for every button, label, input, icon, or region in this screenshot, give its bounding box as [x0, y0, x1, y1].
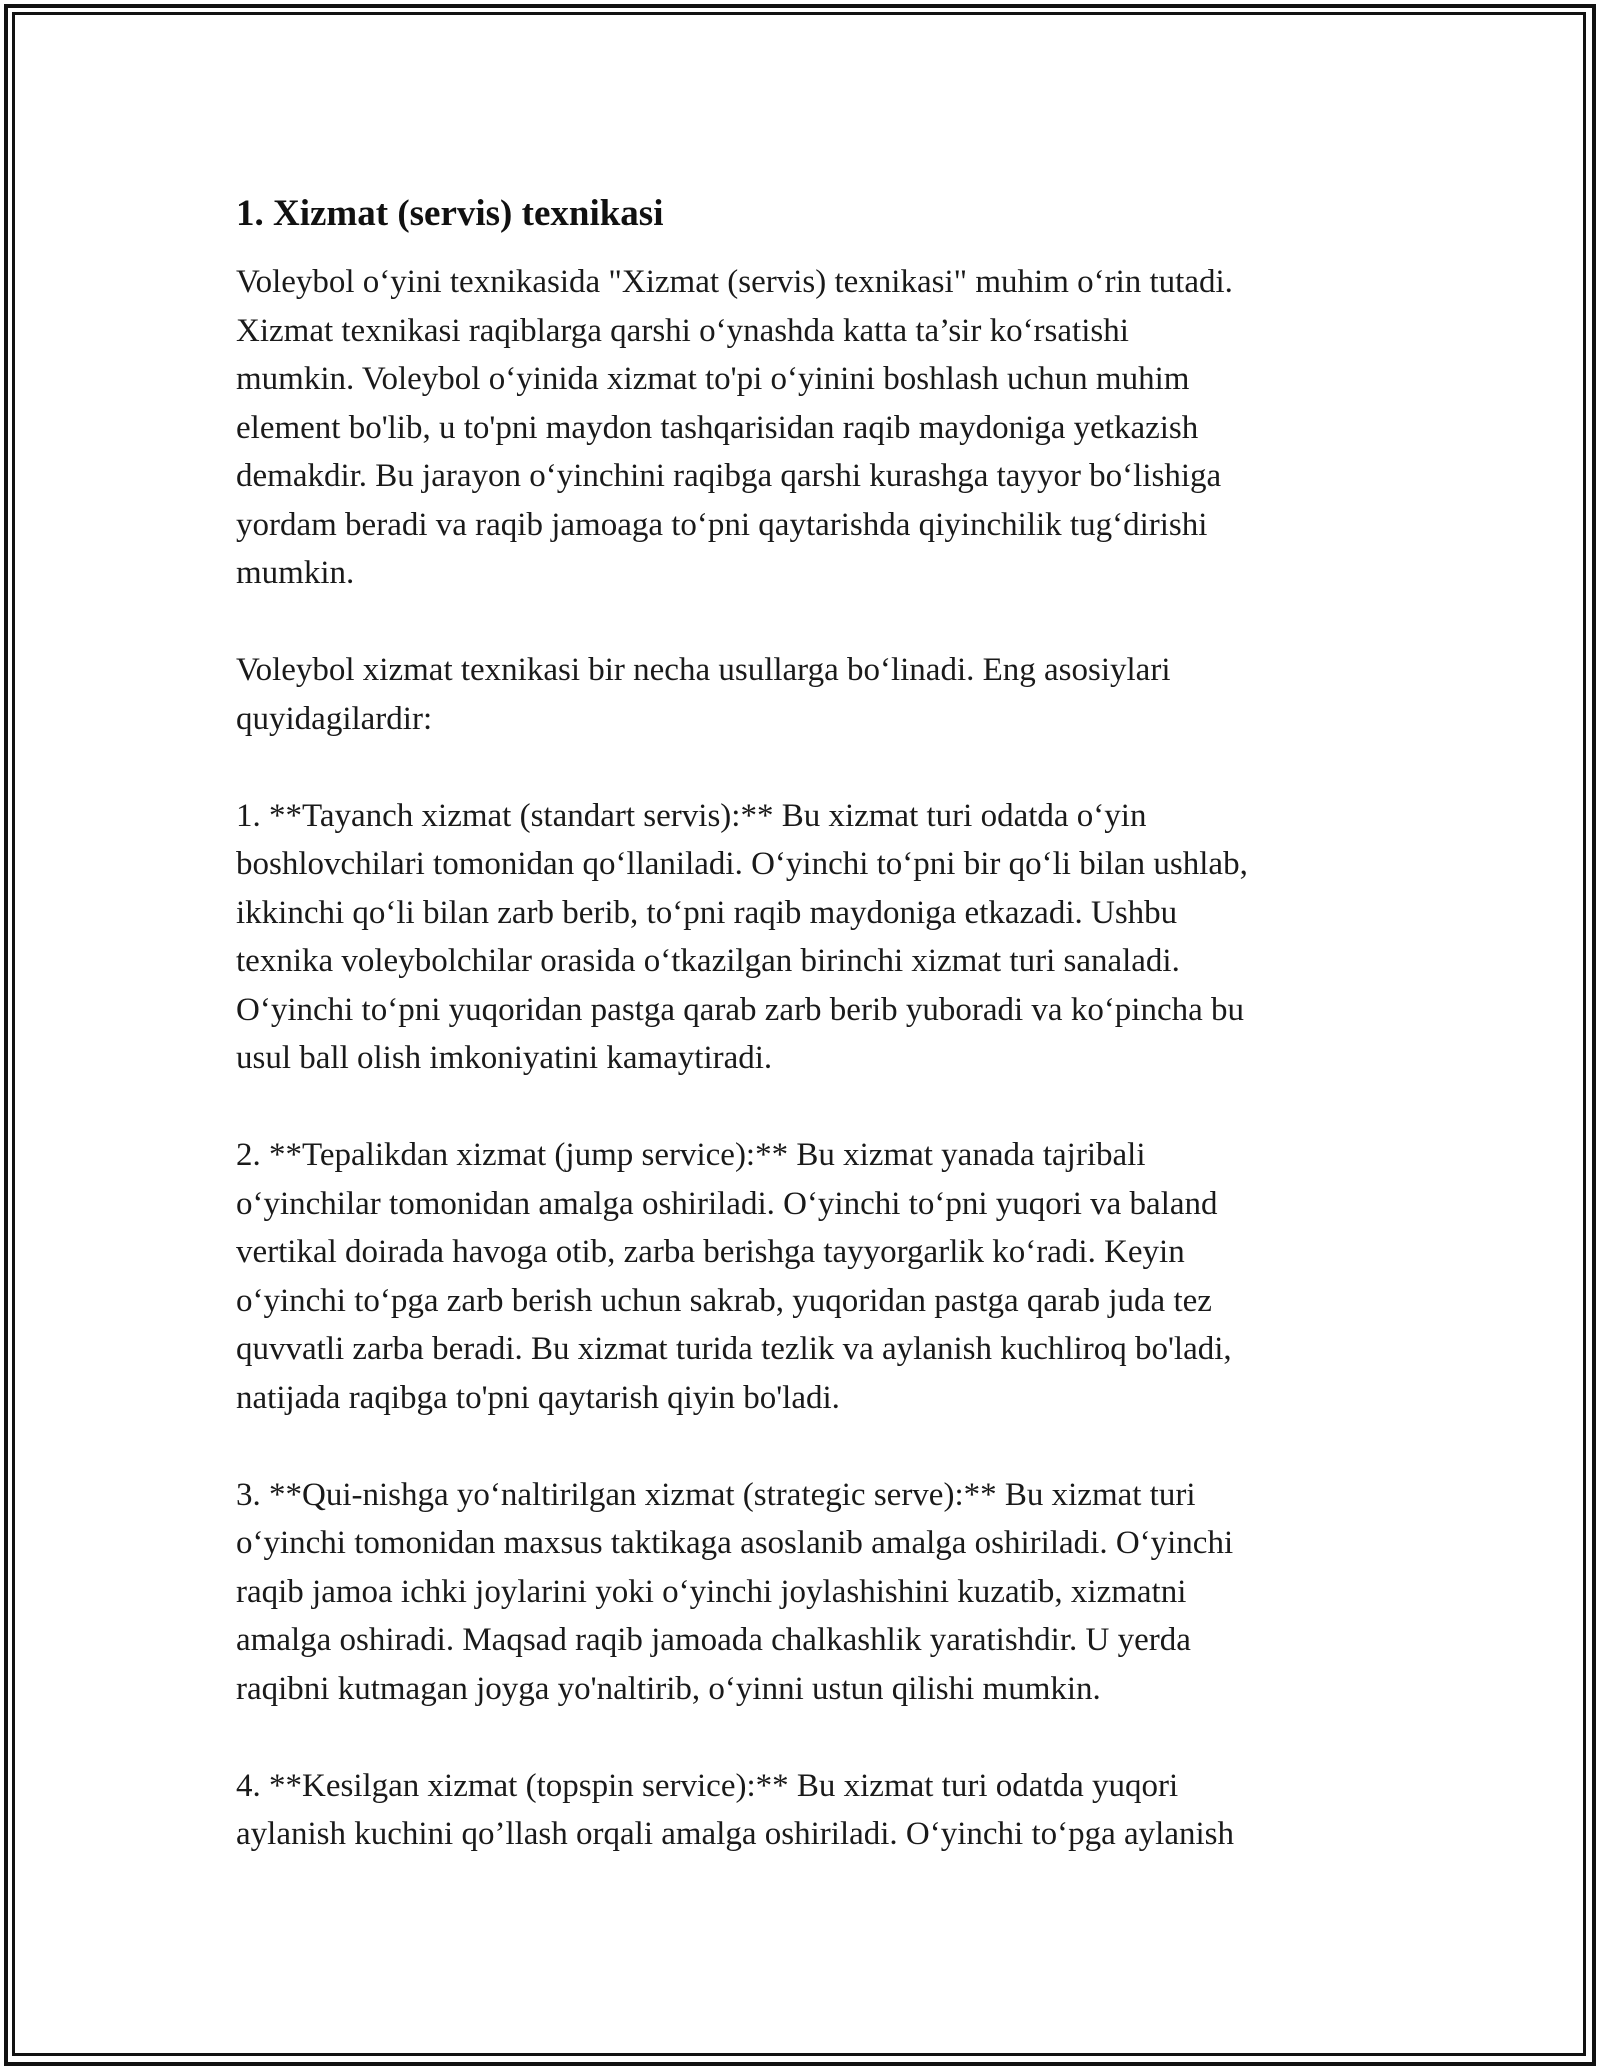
list-item-standard-serve: 1. **Tayanch xizmat (standart servis):** Bu xizmat turi odatda o‘yin boshlovchilari tomonidan qo‘llaniladi. O‘yinchi to‘pni bir qo‘li bilan ushlab, ikkinchi qo‘li bilan zarb berib, to‘pni raqib maydoniga etkazadi. Ushbu texnika voleybolchilar orasida o‘tkazilgan birinchi xizmat turi sanaladi. O‘yinchi to‘pni yuqoridan pastga qarab zarb berib yuboradi va ko‘pincha bu usul ball olish imkoniyatini kamaytiradi. — [236, 797, 1248, 1076]
list-item-jump-serve: 2. **Tepalikdan xizmat (jump service):** Bu xizmat yanada tajribali o‘yinchilar tomonidan amalga oshiriladi. O‘yinchi to‘pni yuqori va baland vertikal doirada havoga otib, zarba berishga tayyorgarlik ko‘radi. Keyin o‘yinchi to‘pga zarb berish uchun sakrab, yuqoridan pastga qarab juda tez quvvatli zarba beradi. Bu xizmat turida tezlik va aylanish kuchliroq bo'ladi, natijada raqibga to'pni qaytarish qiyin bo'ladi. — [236, 1137, 1232, 1416]
list-item-topspin-serve: 4. **Kesilgan xizmat (topspin service):** Bu xizmat turi odatda yuqori aylanish kuchini qo’llash orqali amalga oshiriladi. O‘yinchi to‘pga aylanish — [236, 1767, 1235, 1852]
document-body — [236, 188, 1376, 1859]
methods-intro-paragraph: Voleybol xizmat texnikasi bir necha usullarga bo‘linadi. Eng asosiylari quyidagilardir: — [236, 652, 1171, 737]
section-heading: 1. Xizmat (servis) texnikasi — [236, 193, 664, 234]
list-item-strategic-serve: 3. **Qui-nishga yo‘naltirilgan xizmat (strategic serve):** Bu xizmat turi o‘yinchi tomonidan maxsus taktikaga asoslanib amalga oshiriladi. O‘yinchi raqib jamoa ichki joylarini yoki o‘yinchi joylashishini kuzatib, xizmatni amalga oshiradi. Maqsad raqib jamoada chalkashlik yaratishdir. U yerda raqibni kutmagan joyga yo'naltirib, o‘yinni ustun qilishi mumkin. — [236, 1476, 1234, 1707]
intro-paragraph: Voleybol o‘yini texnikasida "Xizmat (servis) texnikasi" muhim o‘rin tutadi. Xizmat texnikasi raqiblarga qarshi o‘ynashda katta ta’sir ko‘rsatishi mumkin. Voleybol o‘yinida xizmat to'pi o‘yinini boshlash uchun muhim element bo'lib, u to'pni maydon tashqarisidan raqib maydoniga yetkazish demakdir. Bu jarayon o‘yinchini raqibga qarshi kurashga tayyor bo‘lishiga yordam beradi va raqib jamoaga to‘pni qaytarishda qiyinchilik tug‘dirishi mumkin. — [236, 264, 1233, 591]
